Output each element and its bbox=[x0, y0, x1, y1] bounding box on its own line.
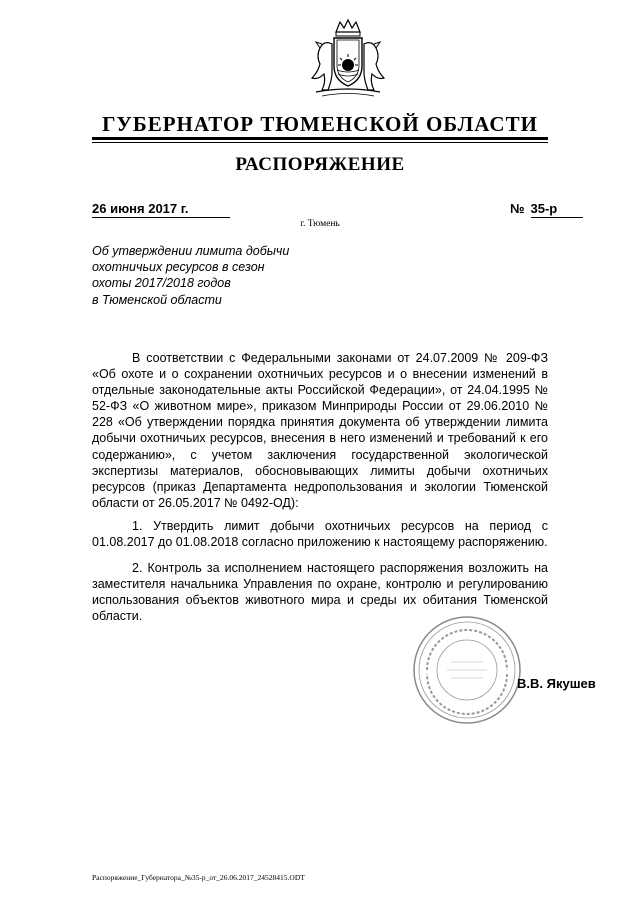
subject-line: охоты 2017/2018 годов bbox=[92, 276, 231, 291]
document-date: 26 июня 2017 г. bbox=[92, 201, 230, 218]
subject-line: Об утверждении лимита добычи bbox=[92, 244, 290, 258]
document-type: РАСПОРЯЖЕНИЕ bbox=[235, 154, 405, 175]
issuer-title: ГУБЕРНАТОР ТЮМЕНСКОЙ ОБЛАСТИ bbox=[102, 112, 538, 136]
subject-line: охотничьих ресурсов в сезон bbox=[92, 260, 265, 275]
footer-filename: Распоряжение_Губернатора_№35-р_от_26.06.2017_24528415.ODT bbox=[92, 873, 305, 882]
signer-name: В.В. Якушев bbox=[517, 676, 596, 691]
official-seal-icon bbox=[411, 614, 523, 726]
body-preamble: В соответствии с Федеральными законами от 24.07.2009 № 209-ФЗ «Об охоте и о сохранении охотничьих ресурсов и о внесении изменений в отдельные законодательные акты Российской Федерации», от 24.04.1995 № 52-ФЗ «О животном мире», приказом Минприроды России от 29.06.2010 № 228 «Об утверждении порядка принятия документа об утверждении лимита добычи охотничьих ресурсов, внесения в него изменений и требований к его содержанию», с учетом заключения государственной экологической экспертизы материалов, обосновывающих лимиты добычи охотничьих ресурсов (приказ Департамента недропользования и экологии Тюменской области от 26.05.2017 № 0492-ОД): bbox=[92, 351, 548, 510]
header-rule-thick bbox=[92, 137, 548, 140]
header-rule-thin bbox=[92, 142, 548, 143]
body-item-1: 1. Утвердить лимит добычи охотничьих ресурсов на период с 01.08.2017 до 01.08.2018 согласно приложению к настоящему распоряжению. bbox=[92, 519, 548, 550]
coat-of-arms-icon bbox=[296, 18, 400, 100]
number-value: 35-р bbox=[531, 201, 583, 218]
document-subject bbox=[92, 243, 332, 308]
number-prefix: № bbox=[510, 201, 525, 216]
document-city: г. Тюмень bbox=[300, 219, 340, 229]
document-number bbox=[510, 201, 583, 218]
subject-line: в Тюменской области bbox=[92, 292, 222, 307]
body-item-2: 2. Контроль за исполнением настоящего распоряжения возложить на заместителя начальника Управления по охране, контролю и регулированию использования объектов животного мира и среды их обитания Тюменской области. bbox=[92, 561, 548, 624]
